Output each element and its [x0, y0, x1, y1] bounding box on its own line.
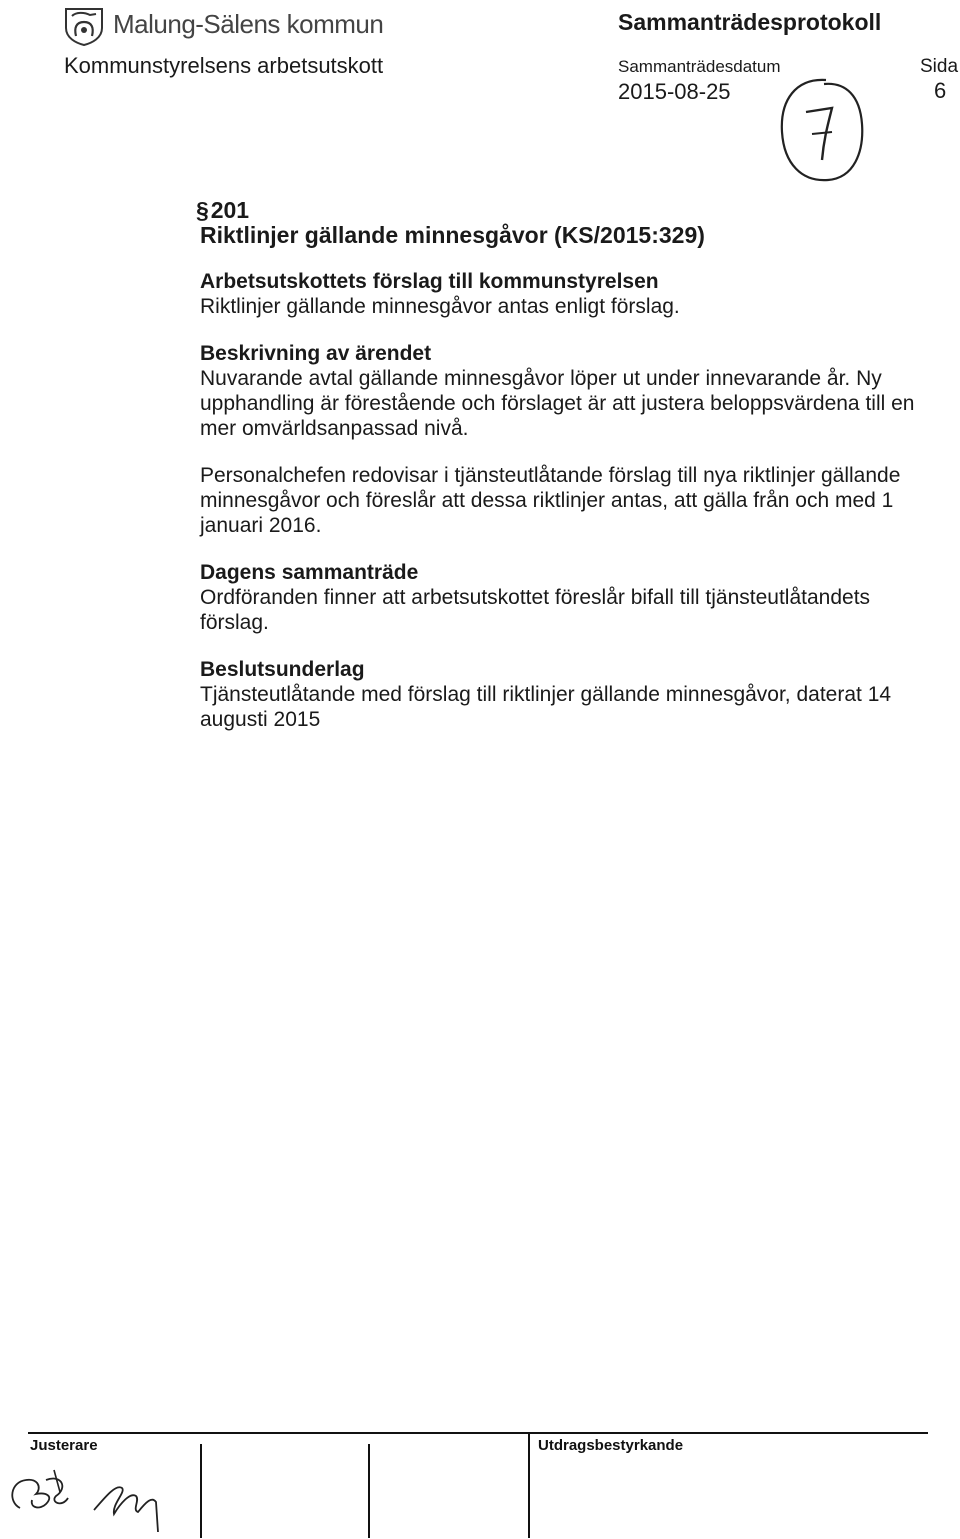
page-number: 6 [934, 78, 947, 103]
meeting-date: 2015-08-25 [618, 79, 731, 104]
section-heading: Dagens sammanträde [200, 561, 419, 584]
meeting-date-label: Sammanträdesdatum [618, 57, 781, 76]
handwritten-signature [2, 1452, 202, 1536]
footer-divider [528, 1432, 530, 1538]
committee-name: Kommunstyrelsens arbetsutskott [64, 53, 384, 78]
section-text: Nuvarande avtal gällande minnesgåvor löper ut under innevarande år. Ny upphandling är förestående och förslaget är att justera beloppsvärdena till en mer omvärldsanpassad nivå. [200, 367, 915, 440]
section-heading: Arbetsutskottets förslag till kommunstyrelsen [200, 270, 659, 293]
section-text: Ordföranden finner att arbetsutskottet föreslår bifall till tjänsteutlåtandets förslag. [200, 586, 871, 634]
section-text: Riktlinjer gällande minnesgåvor antas enligt förslag. [200, 295, 680, 318]
page-label: Sida [920, 56, 959, 77]
adjuster-label: Justerare [30, 1437, 98, 1454]
document-title: Sammanträdesprotokoll [618, 9, 882, 35]
section-basis [200, 657, 920, 732]
handwritten-page-stamp [766, 74, 866, 186]
paragraph-title: Riktlinjer gällande minnesgåvor (KS/2015:329) [200, 222, 705, 248]
section-text: Tjänsteutlåtande med förslag till riktlinjer gällande minnesgåvor, daterat 14 augusti 2015 [200, 683, 892, 731]
municipal-coat-of-arms-icon [62, 6, 106, 46]
footer-rule-right [530, 1432, 928, 1434]
section-meeting [200, 560, 920, 635]
protocol-body [196, 197, 920, 754]
section-text: Personalchefen redovisar i tjänsteutlåtande förslag till nya riktlinjer gällande minnesgåvor och föreslår att dessa riktlinjer antas, att gälla från och med 1 januari 2016. [200, 464, 901, 537]
paragraph-number: § 201 [196, 197, 250, 223]
organization-name: Malung-Sälens kommun [113, 9, 384, 39]
extract-certification-label: Utdragsbestyrkande [538, 1437, 684, 1454]
section-heading: Beskrivning av ärendet [200, 342, 432, 365]
footer-divider [368, 1444, 370, 1538]
footer-rule-left [28, 1432, 528, 1434]
section-heading: Beslutsunderlag [200, 658, 365, 681]
section-description [200, 341, 920, 538]
section-proposal [200, 269, 920, 319]
